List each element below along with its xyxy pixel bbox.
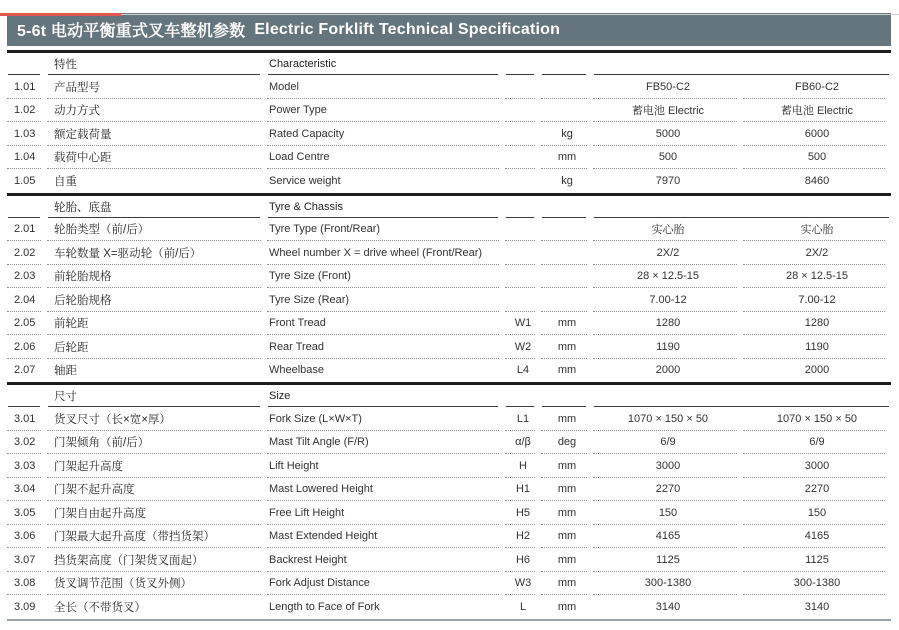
- row-value-model-1: 3140: [655, 600, 681, 613]
- row-unit: mm: [541, 454, 593, 478]
- row-label-zh: 额定载荷量: [47, 122, 267, 146]
- row-unit: [541, 99, 593, 123]
- row-value-model-2: 7.00-12: [743, 288, 891, 312]
- row-value-model-2: 1125: [743, 548, 891, 572]
- row-label-en: Fork Size (L×W×T): [267, 407, 505, 431]
- section-header-row: [7, 385, 891, 407]
- spec-row: [7, 288, 891, 312]
- row-label-en: Lift Height: [267, 454, 505, 478]
- spec-row: [7, 478, 891, 502]
- row-unit: [541, 265, 593, 289]
- section-title-en: Tyre & Chassis: [267, 196, 505, 218]
- row-number: 2.02: [7, 241, 47, 265]
- row-label-en: Model: [267, 75, 505, 99]
- row-unit: [541, 241, 593, 265]
- row-number: 2.07: [14, 364, 36, 377]
- row-label-en: Length to Face of Fork: [269, 600, 380, 613]
- spec-row: [7, 454, 891, 478]
- row-value-model-1: 500: [593, 146, 743, 170]
- row-unit: mm: [541, 146, 593, 170]
- page-title-zh: 5-6t 电动平衡重式叉车整机参数: [17, 23, 246, 40]
- row-symbol: W3: [505, 572, 541, 596]
- row-number: 2.01: [7, 218, 47, 242]
- spec-row: [7, 122, 891, 146]
- row-value-model-1: 1125: [593, 548, 743, 572]
- row-value-model-1: 7.00-12: [593, 288, 743, 312]
- spec-row: [7, 169, 891, 193]
- row-symbol: [505, 146, 541, 170]
- row-label-en: Service weight: [269, 174, 341, 187]
- row-number: 3.05: [7, 501, 47, 525]
- row-value-model-2: FB60-C2: [743, 75, 891, 99]
- row-number: 2.03: [7, 265, 47, 289]
- row-unit: mm: [541, 501, 593, 525]
- row-label-en: Tyre Type (Front/Rear): [267, 218, 505, 242]
- spec-row: [7, 548, 891, 572]
- row-label-zh: 货叉调节范围（货叉外侧）: [47, 572, 267, 596]
- row-label-en: Wheel number X = drive wheel (Front/Rear): [267, 241, 505, 265]
- row-label-en: Tyre Size (Front): [267, 265, 505, 289]
- section-values-cell: [593, 53, 891, 75]
- row-label-zh: 门架自由起升高度: [47, 501, 267, 525]
- row-label-en: Tyre Size (Rear): [267, 288, 505, 312]
- row-value-model-1: 5000: [593, 122, 743, 146]
- row-label-zh: 载荷中心距: [47, 146, 267, 170]
- row-label-zh: 前轮距: [47, 312, 267, 336]
- row-label-zh: 门架不起升高度: [47, 478, 267, 502]
- row-label-zh: 车轮数量 X=驱动轮（前/后）: [47, 241, 267, 265]
- row-unit: mm: [541, 572, 593, 596]
- row-number: 3.09: [14, 600, 36, 613]
- row-number: 1.04: [7, 146, 47, 170]
- row-symbol: W1: [505, 312, 541, 336]
- section-number-cell: [7, 196, 47, 218]
- row-unit: mm: [541, 335, 593, 359]
- row-value-model-1: 蓄电池 Electric: [593, 99, 743, 123]
- row-symbol: [505, 288, 541, 312]
- row-value-model-1: 1190: [593, 335, 743, 359]
- row-number: 3.01: [7, 407, 47, 431]
- row-symbol: [505, 122, 541, 146]
- row-label-en: Free Lift Height: [267, 501, 505, 525]
- section-header-row: [7, 196, 891, 218]
- row-value-model-2: 300-1380: [743, 572, 891, 596]
- row-symbol: [505, 265, 541, 289]
- spec-row: [7, 572, 891, 596]
- row-unit: [541, 218, 593, 242]
- row-unit: [541, 288, 593, 312]
- row-value-model-1: 300-1380: [593, 572, 743, 596]
- row-symbol: L1: [505, 407, 541, 431]
- row-value-model-1: 2270: [593, 478, 743, 502]
- spec-row: [7, 335, 891, 359]
- row-value-model-1: 28 × 12.5-15: [593, 265, 743, 289]
- row-value-model-2: 8460: [804, 174, 830, 187]
- row-unit: kg: [541, 122, 593, 146]
- row-label-zh: 全长（不带货叉）: [54, 601, 146, 614]
- row-value-model-2: 2X/2: [743, 241, 891, 265]
- section-unit-cell: [541, 53, 593, 75]
- row-label-en: Rear Tread: [267, 335, 505, 359]
- spec-row: [7, 265, 891, 289]
- row-label-en: Power Type: [267, 99, 505, 123]
- row-unit: mm: [541, 525, 593, 549]
- row-symbol: [505, 218, 541, 242]
- row-number: 3.08: [7, 572, 47, 596]
- row-label-zh: 挡货架高度（门架货叉面起）: [47, 548, 267, 572]
- row-label-en: Backrest Height: [267, 548, 505, 572]
- row-value-model-1: 2000: [655, 364, 681, 377]
- row-label-en: Fork Adjust Distance: [267, 572, 505, 596]
- section-number-cell: [7, 385, 47, 407]
- page-title-en: Electric Forklift Technical Specification: [254, 20, 561, 38]
- spec-row: [7, 407, 891, 431]
- row-symbol: [505, 75, 541, 99]
- row-unit: mm: [541, 407, 593, 431]
- spec-table: [7, 50, 891, 621]
- row-value-model-2: 500: [743, 146, 891, 170]
- row-value-model-2: 6/9: [743, 431, 891, 455]
- row-value-model-2: 蓄电池 Electric: [743, 99, 891, 123]
- row-label-zh: 门架最大起升高度（带挡货架）: [47, 525, 267, 549]
- row-label-en: Load Centre: [267, 146, 505, 170]
- row-value-model-2: 2270: [743, 478, 891, 502]
- row-symbol: [505, 99, 541, 123]
- spec-row: [7, 146, 891, 170]
- row-number: 1.05: [14, 174, 36, 187]
- row-label-zh: 后轮胎规格: [47, 288, 267, 312]
- row-label-zh: 轴距: [54, 365, 77, 378]
- spec-row: [7, 241, 891, 265]
- section-title-zh: 特性: [47, 53, 267, 75]
- row-value-model-2: 2000: [804, 364, 830, 377]
- row-symbol: H5: [505, 501, 541, 525]
- row-symbol: [505, 241, 541, 265]
- row-value-model-1: 实心胎: [593, 218, 743, 242]
- section-title-en: Size: [267, 385, 505, 407]
- row-value-model-2: 1190: [743, 335, 891, 359]
- spec-row: [7, 99, 891, 123]
- spec-row: [7, 431, 891, 455]
- row-unit: kg: [561, 174, 573, 187]
- row-value-model-2: 实心胎: [743, 218, 891, 242]
- row-value-model-1: 150: [593, 501, 743, 525]
- row-unit: mm: [557, 364, 577, 377]
- section-values-cell: [593, 196, 891, 218]
- row-value-model-2: 3140: [804, 600, 830, 613]
- row-symbol: W2: [505, 335, 541, 359]
- row-label-zh: 货叉尺寸（长×宽×厚）: [47, 407, 267, 431]
- section-symbol-cell: [505, 385, 541, 407]
- row-value-model-2: 1280: [743, 312, 891, 336]
- row-symbol: L: [519, 600, 527, 613]
- row-label-en: Front Tread: [267, 312, 505, 336]
- row-value-model-2: 1070 × 150 × 50: [743, 407, 891, 431]
- row-value-model-1: 7970: [655, 174, 681, 187]
- row-label-zh: 产品型号: [47, 75, 267, 99]
- row-label-en: Mast Tilt Angle (F/R): [267, 431, 505, 455]
- row-value-model-1: FB50-C2: [593, 75, 743, 99]
- spec-row: [7, 312, 891, 336]
- row-label-zh: 门架倾角（前/后）: [47, 431, 267, 455]
- row-unit: [541, 75, 593, 99]
- row-number: 1.02: [7, 99, 47, 123]
- section-symbol-cell: [505, 53, 541, 75]
- row-unit: mm: [541, 478, 593, 502]
- section-title-en: Characteristic: [267, 53, 505, 75]
- row-value-model-1: 1280: [593, 312, 743, 336]
- top-hairline: [121, 14, 899, 15]
- row-number: 2.06: [7, 335, 47, 359]
- row-number: 1.03: [7, 122, 47, 146]
- section-number-cell: [7, 53, 47, 75]
- row-label-en: Mast Lowered Height: [267, 478, 505, 502]
- row-number: 2.05: [7, 312, 47, 336]
- section-values-cell: [593, 385, 891, 407]
- section-header-row: [7, 53, 891, 75]
- row-label-zh: 后轮距: [47, 335, 267, 359]
- row-value-model-1: 3000: [593, 454, 743, 478]
- row-value-model-1: 2X/2: [593, 241, 743, 265]
- row-number: 2.04: [7, 288, 47, 312]
- row-symbol: H2: [505, 525, 541, 549]
- row-number: 3.04: [7, 478, 47, 502]
- row-label-zh: 前轮胎规格: [47, 265, 267, 289]
- row-value-model-2: 6000: [743, 122, 891, 146]
- row-label-zh: 动力方式: [47, 99, 267, 123]
- row-number: 3.03: [7, 454, 47, 478]
- row-value-model-2: 150: [743, 501, 891, 525]
- row-symbol: L4: [516, 364, 530, 377]
- row-number: 3.07: [7, 548, 47, 572]
- row-value-model-2: 4165: [743, 525, 891, 549]
- row-value-model-1: 1070 × 150 × 50: [593, 407, 743, 431]
- row-unit: mm: [541, 312, 593, 336]
- row-symbol: H1: [505, 478, 541, 502]
- row-value-model-1: 4165: [593, 525, 743, 549]
- row-symbol: H: [505, 454, 541, 478]
- row-value-model-2: 3000: [743, 454, 891, 478]
- row-label-zh: 门架起升高度: [47, 454, 267, 478]
- row-value-model-1: 6/9: [593, 431, 743, 455]
- title-band: [7, 13, 891, 46]
- page-content: [7, 13, 891, 621]
- row-label-zh: 轮胎类型（前/后）: [47, 218, 267, 242]
- section-title-zh: 尺寸: [47, 385, 267, 407]
- section-title-zh: 轮胎、底盘: [47, 196, 267, 218]
- row-value-model-2: 28 × 12.5-15: [743, 265, 891, 289]
- row-symbol: [505, 169, 541, 193]
- table-section: [7, 193, 891, 383]
- spec-row: [7, 595, 891, 619]
- row-unit: mm: [557, 600, 577, 613]
- section-symbol-cell: [505, 196, 541, 218]
- spec-row: [7, 359, 891, 383]
- row-number: 1.01: [7, 75, 47, 99]
- row-label-zh: 自重: [54, 175, 77, 188]
- spec-row: [7, 501, 891, 525]
- section-unit-cell: [541, 196, 593, 218]
- row-symbol: H6: [505, 548, 541, 572]
- spec-row: [7, 525, 891, 549]
- row-unit: mm: [541, 548, 593, 572]
- section-unit-cell: [541, 385, 593, 407]
- top-accent-bar: [0, 13, 121, 16]
- row-label-en: Mast Extended Height: [267, 525, 505, 549]
- table-section: [7, 382, 891, 619]
- spec-row: [7, 75, 891, 99]
- spec-row: [7, 218, 891, 242]
- row-number: 3.02: [7, 431, 47, 455]
- row-unit: deg: [541, 431, 593, 455]
- row-label-en: Wheelbase: [269, 364, 325, 377]
- row-symbol: α/β: [505, 431, 541, 455]
- row-number: 3.06: [7, 525, 47, 549]
- row-label-en: Rated Capacity: [267, 122, 505, 146]
- table-section: [7, 50, 891, 193]
